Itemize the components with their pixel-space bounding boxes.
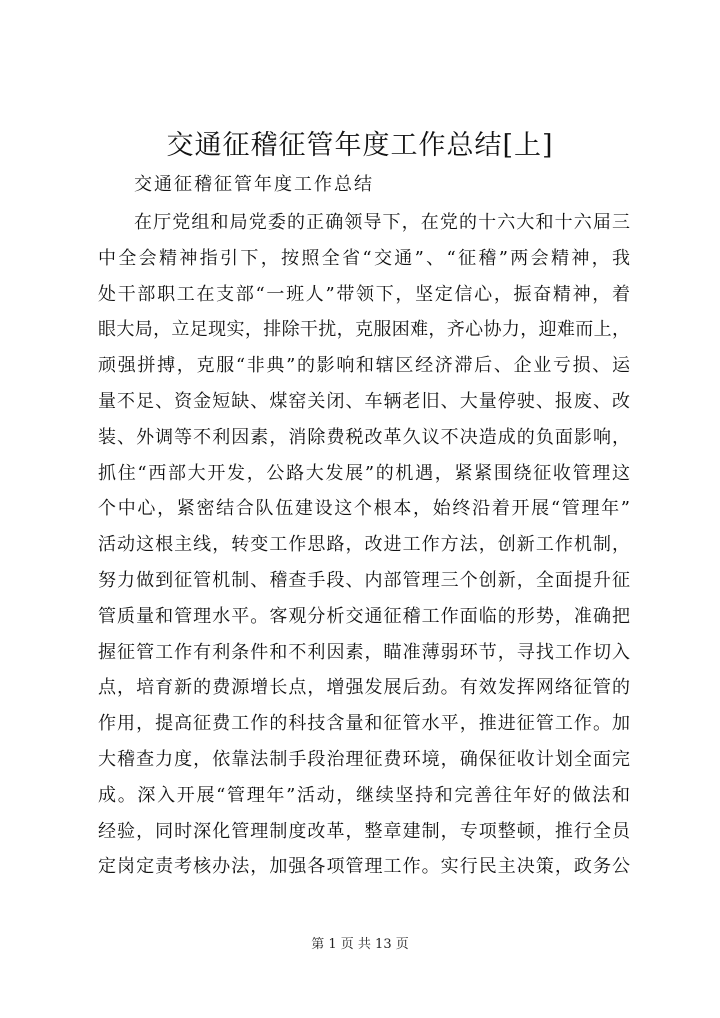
body-line: 抓住“西部大开发，公路大发展”的机遇，紧紧围绕征收管理这 [98, 462, 630, 484]
body-line: 装、外调等不利因素，消除费税改革久议不决造成的负面影响， [98, 426, 630, 448]
body-line: 定岗定责考核办法，加强各项管理工作。实行民主决策，政务公 [98, 856, 630, 878]
document-subtitle: 交通征稽征管年度工作总结 [134, 174, 374, 195]
body-line: 经验，同时深化管理制度改革，整章建制，专项整顿，推行全员 [98, 820, 630, 842]
body-line: 成。深入开展“管理年”活动，继续坚持和完善往年好的做法和 [98, 784, 630, 806]
body-line: 握征管工作有利条件和不利因素，瞄准薄弱环节，寻找工作切入 [98, 641, 630, 663]
body-line: 大稽查力度，依靠法制手段治理征费环境，确保征收计划全面完 [98, 748, 630, 770]
body-line: 量不足、资金短缺、煤窑关闭、车辆老旧、大量停驶、报废、改 [98, 390, 630, 412]
body-line: 作用，提高征费工作的科技含量和征管水平，推进征管工作。加 [98, 713, 630, 735]
body-line: 顽强拼搏，克服“非典”的影响和辖区经济滞后、企业亏损、运 [98, 355, 630, 377]
body-line: 中全会精神指引下，按照全省“交通”、“征稽”两会精神，我 [98, 247, 630, 269]
body-line: 管质量和管理水平。客观分析交通征稽工作面临的形势，准确把 [98, 605, 630, 627]
document-body [98, 205, 630, 885]
document-title: 交通征稽征管年度工作总结[上] [166, 130, 554, 161]
body-line: 活动这根主线，转变工作思路，改进工作方法，创新工作机制， [98, 534, 630, 556]
body-line: 处干部职工在支部“一班人”带领下，坚定信心，振奋精神，着 [98, 283, 630, 305]
body-line: 个中心，紧密结合队伍建设这个根本，始终沿着开展“管理年” [98, 498, 630, 520]
body-line: 在厅党组和局党委的正确领导下，在党的十六大和十六届三 [134, 212, 630, 233]
page-number-footer: 第 1 页 共 13 页 [311, 937, 409, 952]
body-line: 努力做到征管机制、稽查手段、内部管理三个创新，全面提升征 [98, 569, 630, 591]
body-line: 眼大局，立足现实，排除干扰，克服困难，齐心协力，迎难而上， [98, 319, 630, 341]
body-line: 点，培育新的费源增长点，增强发展后劲。有效发挥网络征管的 [98, 677, 630, 699]
